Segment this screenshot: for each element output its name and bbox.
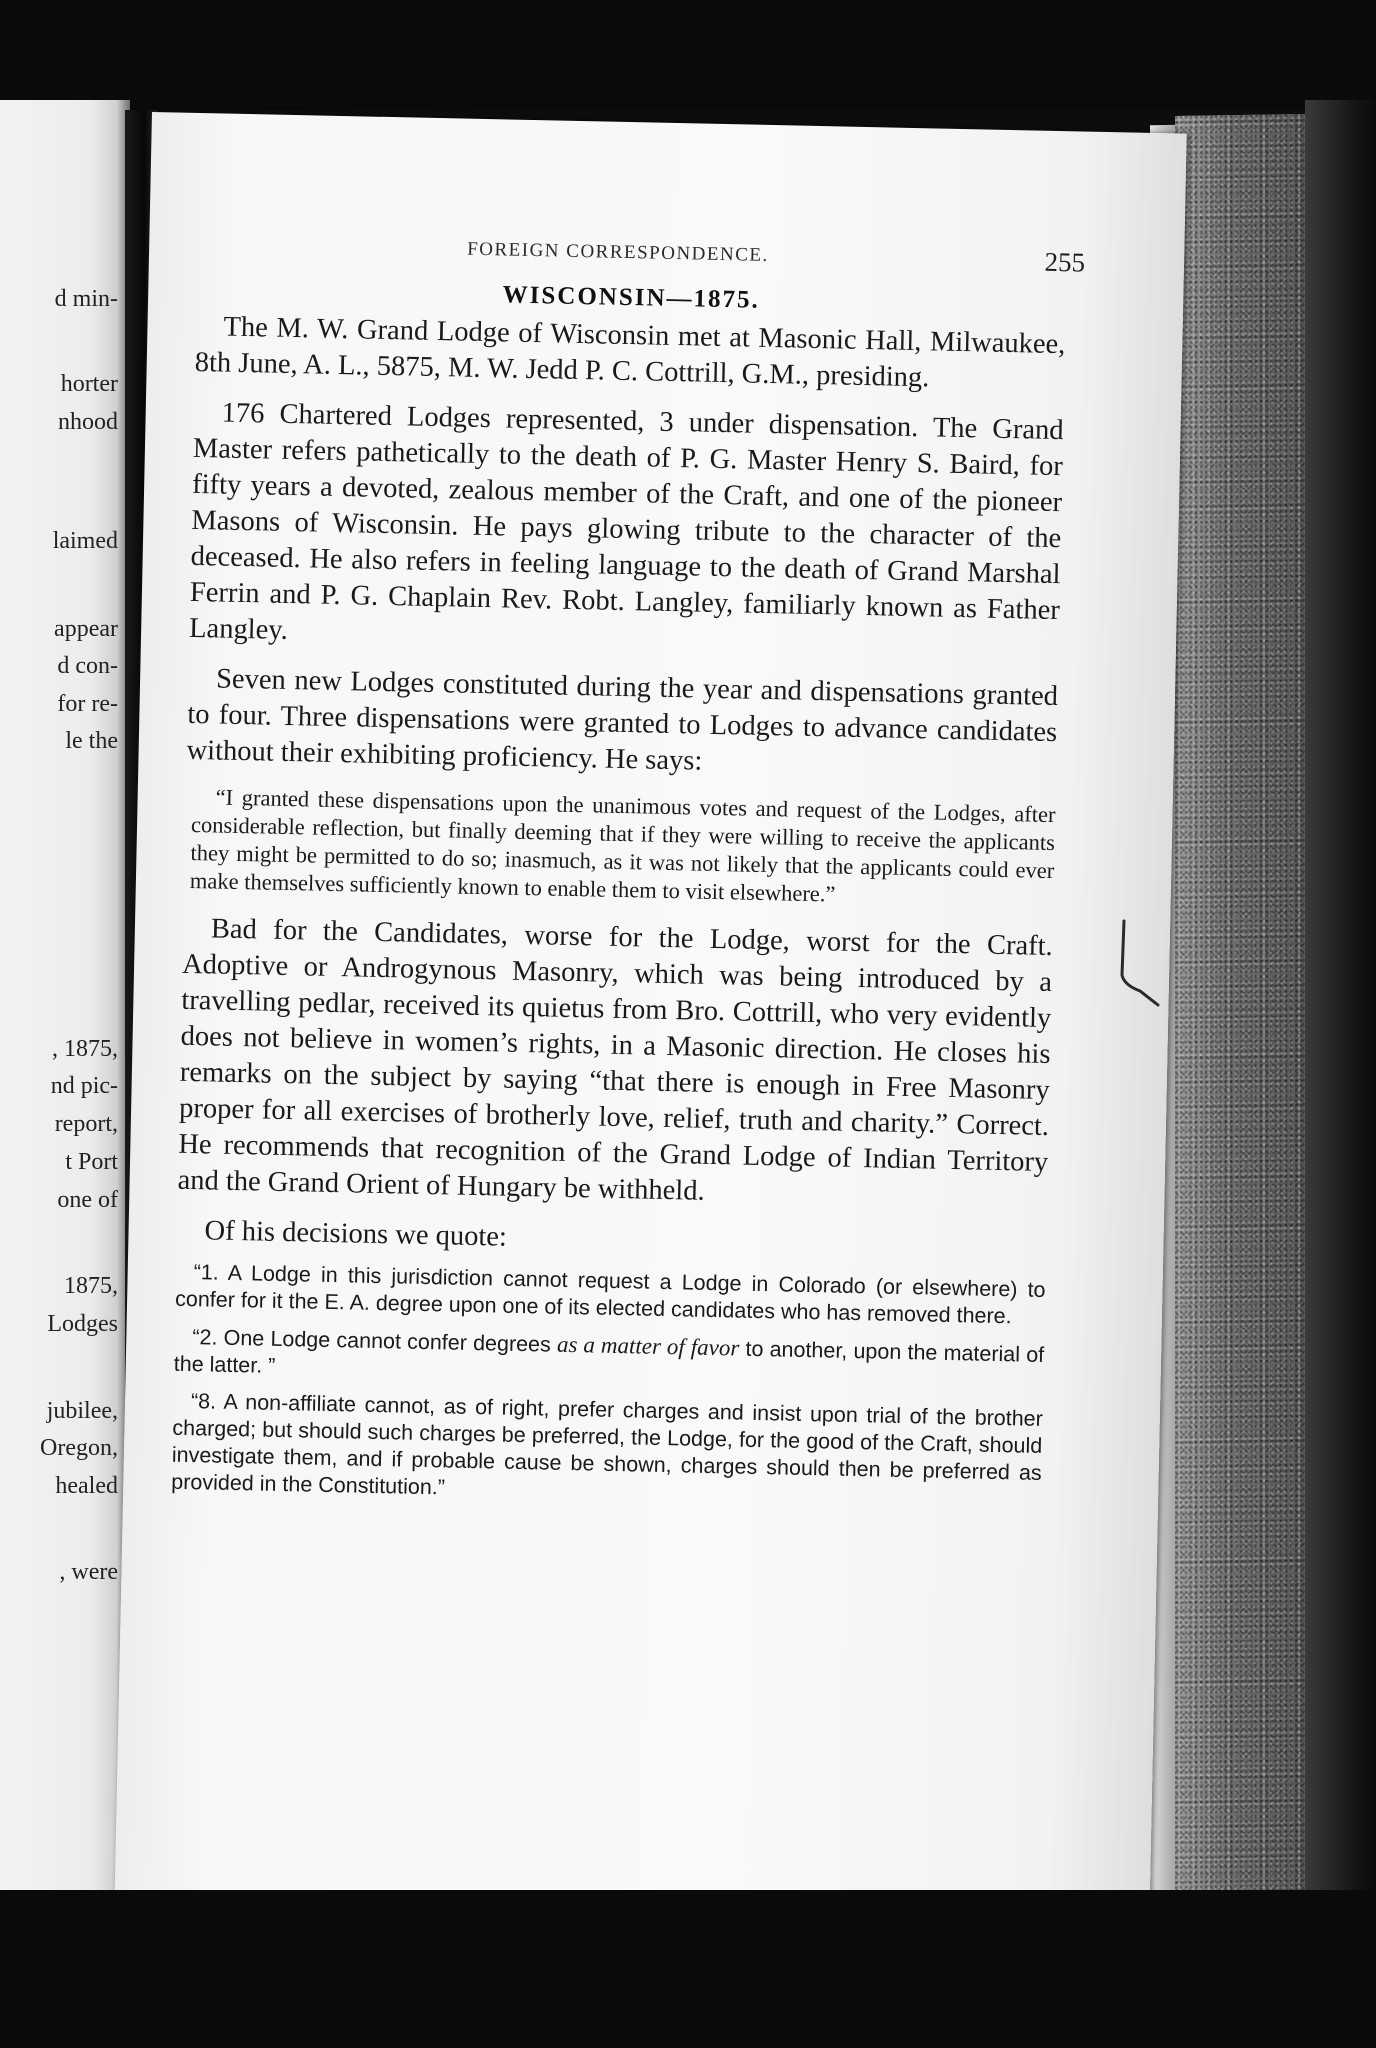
left-page-line: d con- <box>57 653 118 679</box>
page-number: 255 <box>1044 246 1086 278</box>
left-page-line: jubilee, <box>46 1398 118 1424</box>
left-page-line: nhood <box>58 409 118 435</box>
left-page-line: healed <box>55 1473 118 1499</box>
scan-shadow-right <box>1305 100 1376 1930</box>
left-page-line: t Port <box>65 1149 118 1175</box>
left-page-line: le the <box>65 728 118 754</box>
left-page-line: laimed <box>52 528 118 554</box>
left-page-line: 1875, <box>64 1273 118 1299</box>
margin-pencil-mark <box>1110 915 1170 1015</box>
left-page-line: , 1875, <box>52 1036 118 1062</box>
body-paragraph: 176 Chartered Lodges represented, 3 under dispensation. The Grand Master refers pathetically to the death of P. G. Master Henry S. Baird, for fifty years a devoted, zealous member of the Craft, and one of the pioneer Masons of Wisconsin. He pays glowing tribute to the character of the deceased. He also refers in feeling language to the death of Grand Marshal Ferrin and P. G. Chaplain Rev. Robt. Langley, familiarly known as Father Langley. <box>188 397 1064 646</box>
scan-background-bottom <box>0 1890 1376 2048</box>
decision-text: to another, upon the material of the latter. ” <box>173 1336 1045 1378</box>
left-page-line: Lodges <box>47 1311 118 1337</box>
decision-item: “1. A Lodge in this jurisdiction cannot request a Lodge in Colorado (or elsewhere) to confer for it the E. A. degree upon one of its elected candidates who has removed there. <box>174 1260 1046 1329</box>
decision-italic-text: as a matter of favor <box>556 1331 740 1361</box>
book-page <box>114 112 1186 1933</box>
body-paragraph: Seven new Lodges constituted during the year and dispensations granted to four. Three dispensations were granted to Lodges to advance candidates without their exhibiting proficiency. He says: <box>186 663 1059 777</box>
left-page-line: nd pic- <box>50 1073 118 1099</box>
decisions-intro: Of his decisions we quote: <box>204 1215 508 1253</box>
page-stack-edge <box>1175 114 1305 1916</box>
decision-text: “2. One Lodge cannot confer degrees <box>192 1325 558 1357</box>
body-paragraph: The M. W. Grand Lodge of Wisconsin met at Masonic Hall, Milwaukee, 8th June, A. L., 5875, M. W. Jedd P. C. Cottrill, G.M., presiding. <box>194 311 1066 394</box>
block-quote: “I granted these dispensations upon the unanimous votes and request of the Lodges, after considerable reflection, but finally deeming that if they were willing to receive the applicants they might be permitted to do so; inasmuch, as it was not likely that the applicants could ever make themselves sufficiently known to enable them to visit elsewhere.” <box>189 784 1056 907</box>
left-page-line: d min- <box>54 286 118 312</box>
scan-background-top <box>0 0 1376 110</box>
left-page-line: one of <box>57 1187 118 1213</box>
left-facing-page <box>0 100 130 1900</box>
left-page-line: Oregon, <box>40 1435 118 1461</box>
left-page-line: for re- <box>57 691 118 717</box>
page-content <box>171 229 1086 1524</box>
decision-item <box>173 1323 1044 1396</box>
running-head-title: FOREIGN CORRESPONDENCE. <box>466 238 769 266</box>
left-page-line: , were <box>59 1559 118 1585</box>
decision-item: “8. A non-affiliate cannot, as of right, prefer charges and insist upon trial of the brother charged; but should such charges be preferred, the Lodge, for the good of the Craft, should investigate them, and if probable cause be shown, charges should then be preferred as provided in the Constitution.” <box>171 1389 1044 1500</box>
left-page-line: appear <box>54 616 118 642</box>
section-title: WISCONSIN—1875. <box>502 281 761 314</box>
left-page-line: report, <box>54 1111 118 1137</box>
left-page-line: horter <box>60 371 118 397</box>
body-paragraph: Bad for the Candidates, worse for the Lodge, worst for the Craft. Adoptive or Androgynous Masonry, which was being introduced by a travelling pedlar, received its quietus from Bro. Cottrill, who very evidently does not believe in women’s rights, in a Masonic direction. He closes his remarks on the subject by saying “that there is enough in Free Masonry proper for all exercises of brotherly love, relief, truth and charity.” Correct. He recommends that recognition of the Grand Lodge of Indian Territory and the Grand Orient of Hungary be withheld. <box>177 913 1054 1207</box>
